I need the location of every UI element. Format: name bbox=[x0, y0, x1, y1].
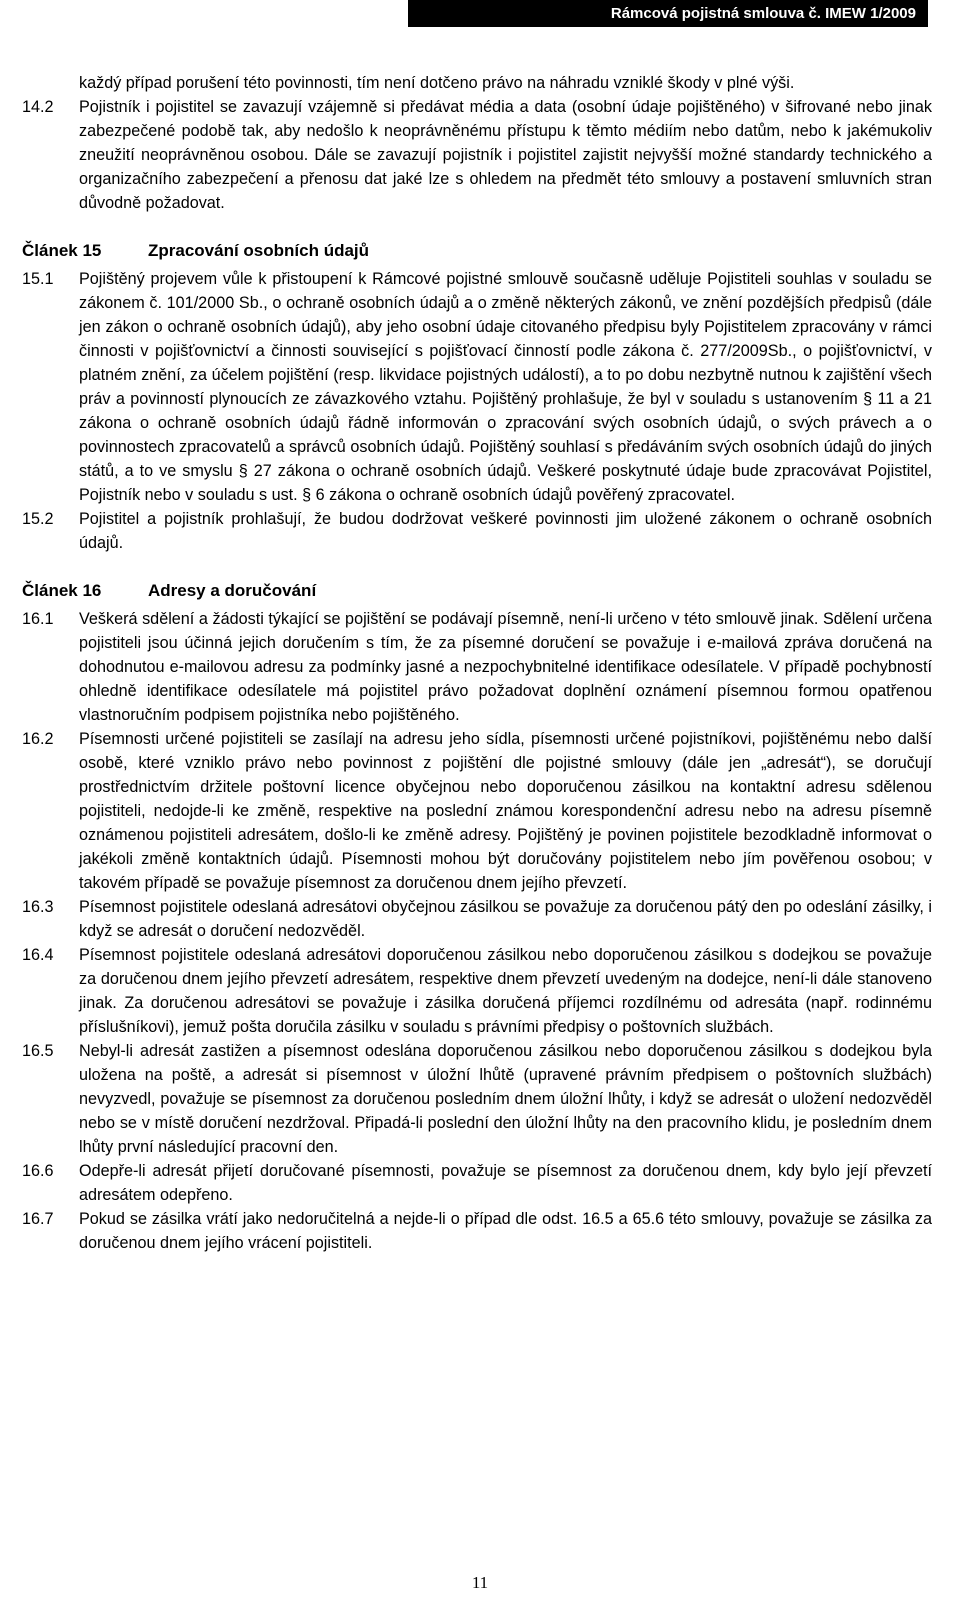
clause-text: Veškerá sdělení a žádosti týkající se pojištění se podávají písemně, není-li určeno v této smlouvě jinak. Sdělení určena pojistiteli jsou účinná jejich doručením s tím, že za písemné doručení se považuje i e-mailová zpráva doručená na dohodnutou e-mailovou adresu za podmínky jasné a nezpochybnitelné identifikace odesílatele. V případě pochybností ohledně identifikace odesílatele má pojistitel právo požadovat doplnění oznámení písemnou formou opatřenou vlastnoručním podpisem pojistníka nebo pojištěného. bbox=[79, 610, 932, 724]
clause-14-2 bbox=[22, 95, 932, 215]
clause-text: Písemnost pojistitele odeslaná adresátovi doporučenou zásilkou nebo doporučenou zásilkou s dodejkou se považuje za doručenou dnem jejího převzetí adresátem, respektive dnem převzetí uvedeným na dodejce, není-li dále stanoveno jinak. Za doručenou adresátovi se považuje i zásilka doručená příjemci rozdílnému od adresáta (např. rodinnému příslušníkovi), jemuž pošta doručila zásilku v souladu s právními předpisy o poštovních službách. bbox=[79, 946, 932, 1036]
clause-text: Písemnosti určené pojistiteli se zasílají na adresu jeho sídla, písemnosti určené pojistníkovi, pojištěnému nebo další osobě, které vzniklo právo nebo povinnost z pojištění dle pojistné smlouvy (dále jen „adresát“), se doručují prostřednictvím držitele poštovní licence obyčejnou nebo doporučenou zásilkou na kontaktní adresu sdělenou pojistiteli, nedojde-li ke změně, respektive na poslední známou korespondenční adresu nebo na adresu písemně oznámenou pojistiteli adresátem, došlo-li ke změně adresy. Pojištěný je povinen pojistitele bezodkladně informovat o jakékoli změně kontaktních údajů. Písemnosti mohou být doručovány pojistitelem nebo jím pověřenou osobou; v takovém případě se považuje písemnost za doručenou dnem jejího převzetí. bbox=[79, 730, 932, 892]
clause-15-1 bbox=[22, 267, 932, 507]
clause-number: 15.2 bbox=[22, 510, 54, 528]
clause-16-2 bbox=[22, 727, 932, 895]
clause-number: 16.1 bbox=[22, 610, 54, 628]
article-label: Článek 16 bbox=[22, 581, 102, 600]
article-title: Zpracování osobních údajů bbox=[148, 241, 370, 260]
article-label: Článek 15 bbox=[22, 241, 102, 260]
clause-text: Nebyl-li adresát zastižen a písemnost odeslána doporučenou zásilkou nebo doporučenou zásilkou s dodejkou byla uložena na poště, a adresát si písemnost v úložní lhůtě (upravené právním předpisem o poštovních službách) nevyzvedl, považuje se písemnost za doručenou posledním dnem úložní lhůty, i když se adresát o uložení nedozvěděl nebo se v místě doručení nezdržoval. Připadá-li poslední den úložní lhůty na den pracovního klidu, je posledním dnem lhůty první následující pracovní den. bbox=[79, 1042, 932, 1156]
clause-number: 16.7 bbox=[22, 1210, 54, 1228]
clause-text: Pojištěný projevem vůle k přistoupení k Rámcové pojistné smlouvě současně uděluje Pojistiteli souhlas v souladu se zákonem č. 101/2000 Sb., o ochraně osobních údajů a o změně některých zákonů, ve znění pozdějších předpisů (dále jen zákon o ochraně osobních údajů), aby jeho osobní údaje citovaného předpisu byly Pojistitelem zpracovány v rámci činnosti v pojišťovnictví a činnosti související s pojišťovací činností podle zákona č. 277/2009Sb., o pojišťovnictví, v platném znění, za účelem pojištění (resp. likvidace pojistných událostí), a to po dobu nezbytně nutnou k zajištění všech práv a povinností plynoucích ze závazkového vztahu. Pojištěný prohlašuje, že byl v souladu s ustanovením § 11 a 21 zákona o ochraně osobních údajů řádně informován o zpracování svých osobních údajů, o svých právech a o povinnostech zpracovatelů a správců osobních údajů. Pojištěný souhlasí s předáváním svých osobních údajů do jiných států, a to ve smyslu § 27 zákona o ochraně osobních údajů. Veškeré poskytnuté údaje bude zpracovávat Pojistitel, Pojistník nebo v souladu s ust. § 6 zákona o ochraně osobních údajů pověřený zpracovatel. bbox=[79, 270, 932, 504]
clause-text: Odepře-li adresát přijetí doručované písemnosti, považuje se písemnost za doručenou dnem, kdy bylo její převzetí adresátem odepřeno. bbox=[79, 1162, 932, 1204]
clause-16-1 bbox=[22, 607, 932, 727]
clause-16-5 bbox=[22, 1039, 932, 1159]
clause-16-6 bbox=[22, 1159, 932, 1207]
document-body bbox=[22, 71, 932, 1255]
page-number: 11 bbox=[471, 1573, 489, 1592]
paragraph-continuation: každý případ porušení této povinnosti, tím není dotčeno právo na náhradu vzniklé škody v plné výši. bbox=[79, 74, 795, 92]
clause-number: 16.5 bbox=[22, 1042, 54, 1060]
clause-number: 15.1 bbox=[22, 270, 54, 288]
article-title: Adresy a doručování bbox=[148, 581, 317, 600]
clause-16-4 bbox=[22, 943, 932, 1039]
clause-15-2 bbox=[22, 507, 932, 555]
clause-16-7 bbox=[22, 1207, 932, 1255]
clause-number: 16.2 bbox=[22, 730, 54, 748]
clause-number: 16.3 bbox=[22, 898, 54, 916]
clause-number: 16.6 bbox=[22, 1162, 54, 1180]
clause-text: Pokud se zásilka vrátí jako nedoručitelná a nejde-li o případ dle odst. 16.5 a 65.6 této smlouvy, považuje se zásilka za doručenou dnem jejího vrácení pojistiteli. bbox=[79, 1210, 932, 1252]
clause-number: 14.2 bbox=[22, 98, 54, 116]
clause-16-3 bbox=[22, 895, 932, 943]
page-header: Rámcová pojistná smlouva č. IMEW 1/2009 bbox=[408, 0, 928, 27]
article-15-heading bbox=[22, 239, 932, 263]
clause-text: Pojistitel a pojistník prohlašují, že budou dodržovat veškeré povinnosti jim uložené zákonem o ochraně osobních údajů. bbox=[79, 510, 932, 552]
clause-number: 16.4 bbox=[22, 946, 54, 964]
clause-text: Pojistník i pojistitel se zavazují vzájemně si předávat média a data (osobní údaje pojištěného) v šifrované nebo jinak zabezpečené podobě tak, aby nedošlo k neoprávněnému přístupu k těmto médiím nebo datům, nebo k jakémukoliv zneužití neoprávněnou osobou. Dále se zavazují pojistník i pojistitel zajistit nejvyšší možné standardy technického a organizačního zabezpečení a přenosu dat jaké lze s ohledem na předmět této smlouvy a postavení smluvních stran důvodně požadovat. bbox=[79, 98, 932, 212]
clause-text: Písemnost pojistitele odeslaná adresátovi obyčejnou zásilkou se považuje za doručenou pátý den po odeslání zásilky, i když se adresát o doručení nedozvěděl. bbox=[79, 898, 932, 940]
article-16-heading bbox=[22, 579, 932, 603]
